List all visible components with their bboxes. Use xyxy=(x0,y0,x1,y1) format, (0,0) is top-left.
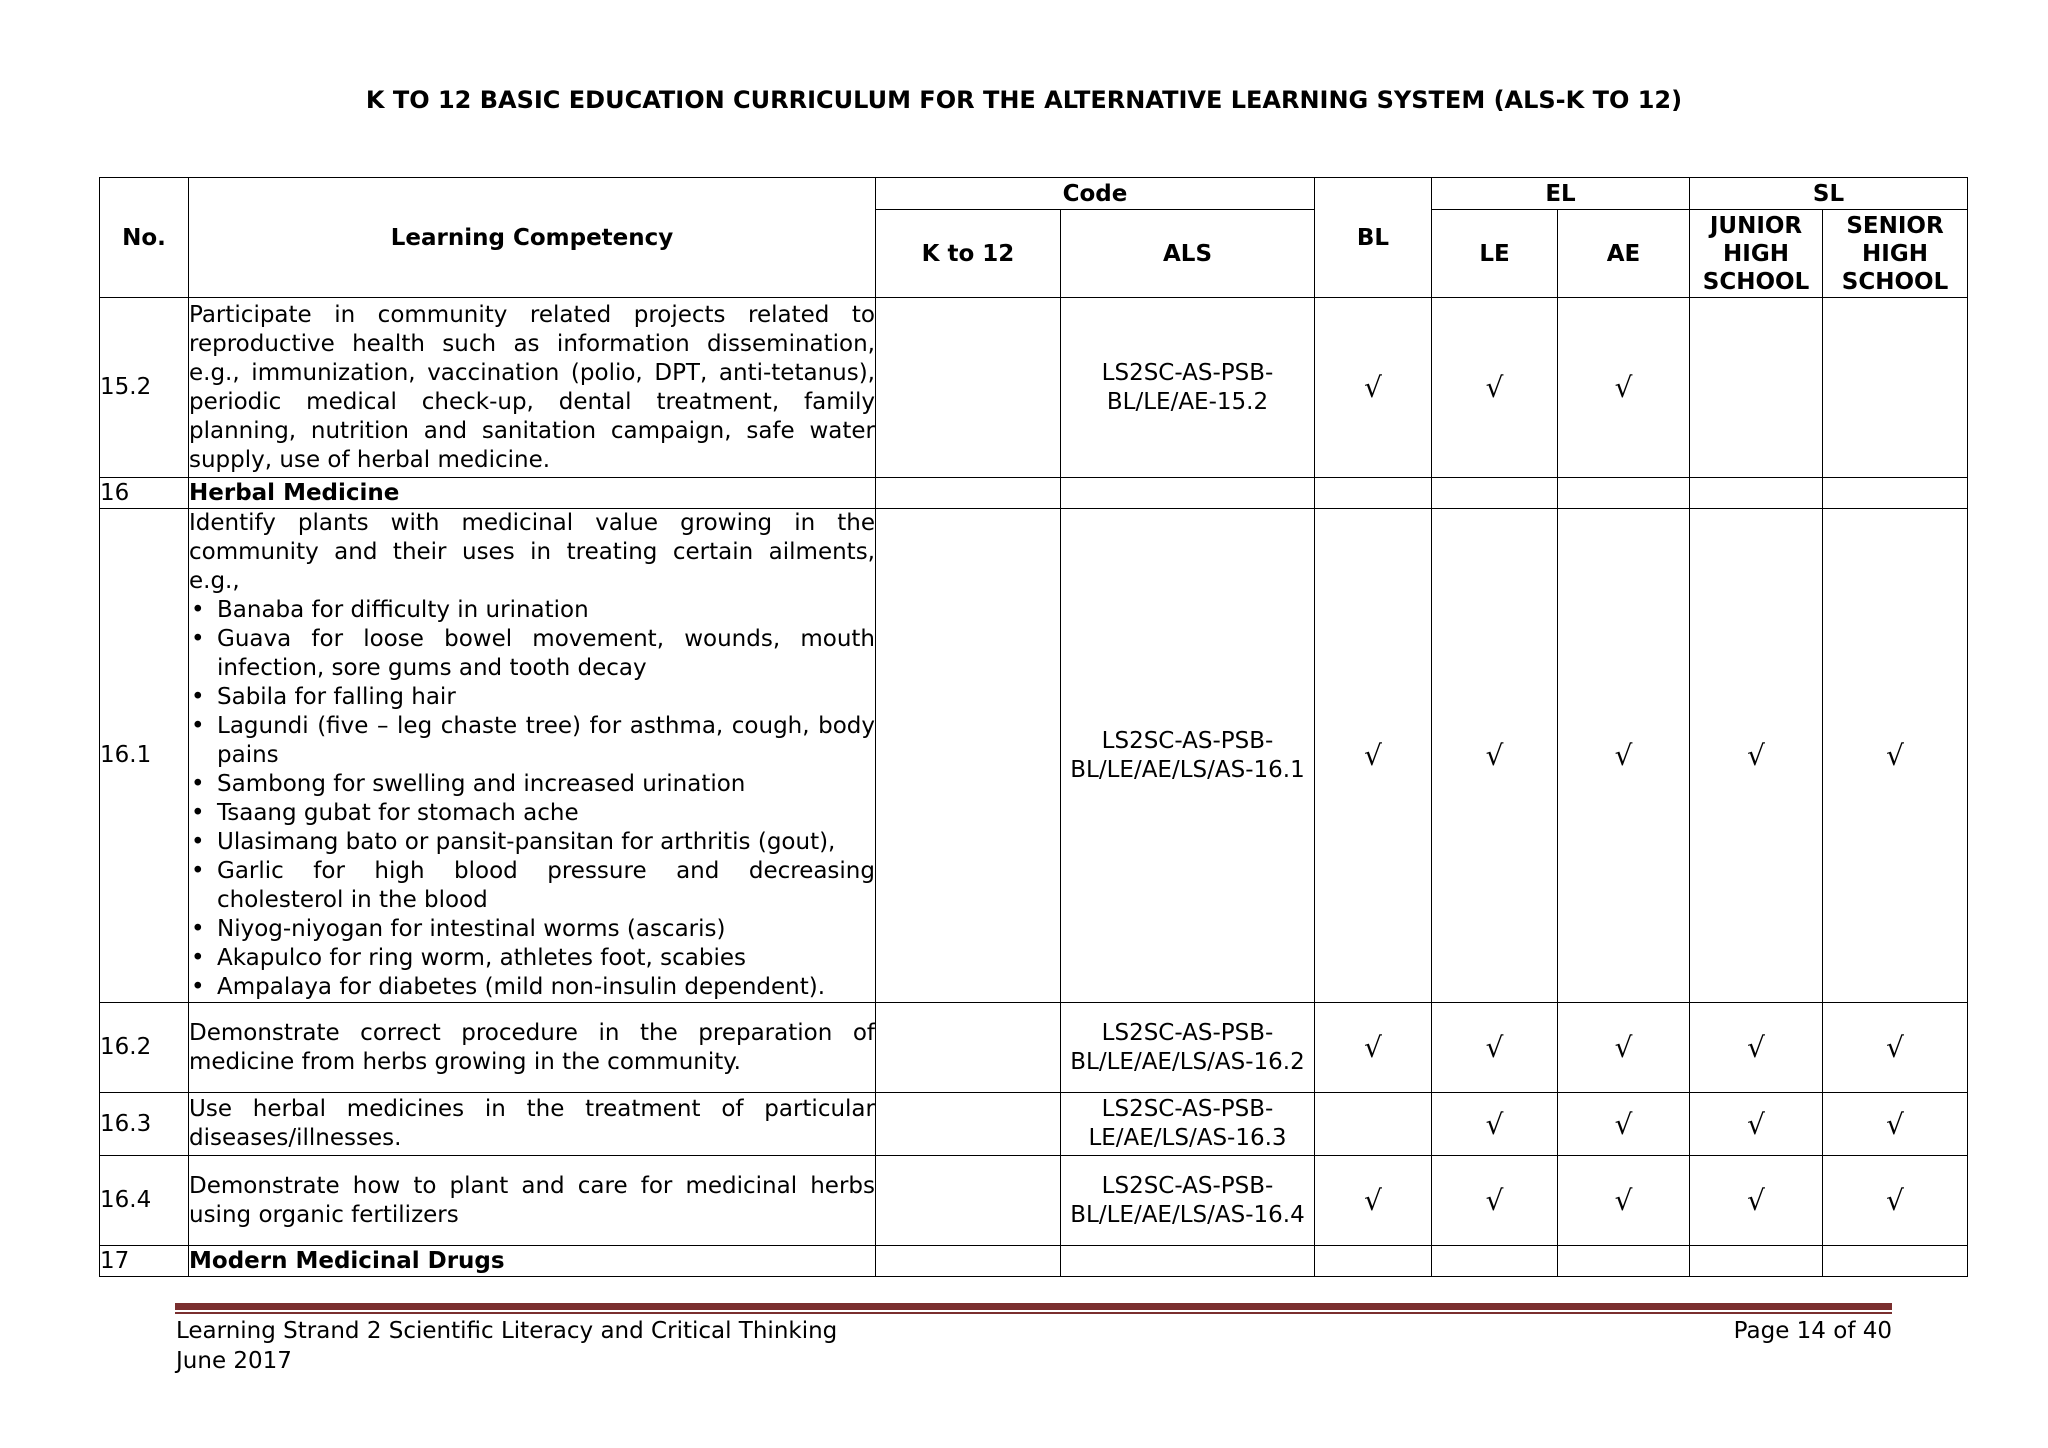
check-bl xyxy=(1315,1093,1432,1156)
check-shs: √ xyxy=(1823,509,1968,1003)
document-title: K TO 12 BASIC EDUCATION CURRICULUM FOR THE ALTERNATIVE LEARNING SYSTEM (ALS-K TO 12) xyxy=(365,86,1683,114)
footer-left xyxy=(176,1316,837,1376)
competency-text xyxy=(189,509,876,1003)
als-code: LS2SC-AS-PSB-BL/LE/AE/LS/AS-16.4 xyxy=(1061,1156,1315,1246)
row-number: 16.4 xyxy=(100,1156,189,1246)
check-ae: √ xyxy=(1558,509,1690,1003)
header-ae: AE xyxy=(1558,210,1690,298)
check-shs: √ xyxy=(1823,1156,1968,1246)
empty-cell xyxy=(1690,1246,1823,1277)
row-number: 16.1 xyxy=(100,509,189,1003)
list-item: • Banaba for difficulty in urination xyxy=(217,596,875,625)
check-le: √ xyxy=(1432,1003,1558,1093)
section-heading: Herbal Medicine xyxy=(189,478,876,509)
empty-cell xyxy=(1823,478,1968,509)
table-row xyxy=(100,1003,1968,1093)
als-code: LS2SC-AS-PSB-LE/AE/LS/AS-16.3 xyxy=(1061,1093,1315,1156)
list-item: • Lagundi (five – leg chaste tree) for asthma, cough, body pains xyxy=(217,712,875,770)
row-number: 16.2 xyxy=(100,1003,189,1093)
check-ae: √ xyxy=(1558,1003,1690,1093)
footer-strand: Learning Strand 2 Scientific Literacy and Critical Thinking xyxy=(176,1318,838,1344)
competency-text: Demonstrate how to plant and care for medicinal herbs using organic fertilizers xyxy=(189,1156,876,1246)
header-le: LE xyxy=(1432,210,1558,298)
check-jhs xyxy=(1690,298,1823,478)
section-heading: Modern Medicinal Drugs xyxy=(189,1246,876,1277)
check-jhs: √ xyxy=(1690,509,1823,1003)
empty-cell xyxy=(1432,1246,1558,1277)
empty-cell xyxy=(1823,1246,1968,1277)
table-row xyxy=(100,298,1968,478)
footer-date: June 2017 xyxy=(176,1348,292,1374)
check-bl: √ xyxy=(1315,1003,1432,1093)
k12-code-cell xyxy=(876,509,1061,1003)
header-no: No. xyxy=(100,178,189,298)
empty-cell xyxy=(1558,478,1690,509)
check-jhs: √ xyxy=(1690,1156,1823,1246)
header-k-to-12: K to 12 xyxy=(876,210,1061,298)
competency-text: Demonstrate correct procedure in the preparation of medicine from herbs growing in the community. xyxy=(189,1003,876,1093)
list-item: • Akapulco for ring worm, athletes foot, scabies xyxy=(217,944,875,973)
check-le: √ xyxy=(1432,1156,1558,1246)
row-number: 16.3 xyxy=(100,1093,189,1156)
header-el: EL xyxy=(1432,178,1690,210)
check-bl: √ xyxy=(1315,1156,1432,1246)
check-le: √ xyxy=(1432,509,1558,1003)
header-als: ALS xyxy=(1061,210,1315,298)
check-shs xyxy=(1823,298,1968,478)
check-jhs: √ xyxy=(1690,1093,1823,1156)
table-row xyxy=(100,1093,1968,1156)
check-ae: √ xyxy=(1558,1156,1690,1246)
list-item: • Niyog-niyogan for intestinal worms (ascaris) xyxy=(217,915,875,944)
table-row xyxy=(100,509,1968,1003)
als-code: LS2SC-AS-PSB-BL/LE/AE-15.2 xyxy=(1061,298,1315,478)
header-sl: SL xyxy=(1690,178,1968,210)
header-senior-high-school: SENIOR HIGH SCHOOL xyxy=(1823,210,1968,298)
k12-code-cell xyxy=(876,1003,1061,1093)
list-item: • Ulasimang bato or pansit-pansitan for arthritis (gout), xyxy=(217,828,875,857)
list-item: • Guava for loose bowel movement, wounds, mouth infection, sore gums and tooth decay xyxy=(217,625,875,683)
k12-code-cell xyxy=(876,1156,1061,1246)
list-item: • Sambong for swelling and increased urination xyxy=(217,770,875,799)
als-code: LS2SC-AS-PSB-BL/LE/AE/LS/AS-16.1 xyxy=(1061,509,1315,1003)
check-ae: √ xyxy=(1558,298,1690,478)
table-row xyxy=(100,478,1968,509)
table-row xyxy=(100,1246,1968,1277)
competency-intro: Identify plants with medicinal value growing in the community and their uses in treating certain ailments, e.g., xyxy=(189,510,875,594)
competency-text: Participate in community related projects related to reproductive health such as information dissemination, e.g., immunization, vaccination (polio, DPT, anti-tetanus), periodic medical check-up, dental treatment, family planning, nutrition and sanitation campaign, safe water supply, use of herbal medicine. xyxy=(189,298,876,478)
k12-code-cell xyxy=(876,1093,1061,1156)
check-shs: √ xyxy=(1823,1003,1968,1093)
list-item: • Ampalaya for diabetes (mild non-insulin dependent). xyxy=(217,973,875,1002)
empty-cell xyxy=(1061,478,1315,509)
check-bl: √ xyxy=(1315,509,1432,1003)
plant-list xyxy=(189,596,875,1002)
check-jhs: √ xyxy=(1690,1003,1823,1093)
header-bl: BL xyxy=(1315,178,1432,298)
list-item: • Sabila for falling hair xyxy=(217,683,875,712)
empty-cell xyxy=(1558,1246,1690,1277)
list-item: • Garlic for high blood pressure and decreasing cholesterol in the blood xyxy=(217,857,875,915)
check-le: √ xyxy=(1432,298,1558,478)
empty-cell xyxy=(1315,1246,1432,1277)
empty-cell xyxy=(1315,478,1432,509)
row-number: 15.2 xyxy=(100,298,189,478)
header-code: Code xyxy=(876,178,1315,210)
check-bl: √ xyxy=(1315,298,1432,478)
empty-cell xyxy=(876,1246,1061,1277)
empty-cell xyxy=(876,478,1061,509)
table-row xyxy=(100,1156,1968,1246)
page-number: Page 14 of 40 xyxy=(1733,1318,1892,1344)
check-ae: √ xyxy=(1558,1093,1690,1156)
header-learning-competency: Learning Competency xyxy=(189,178,876,298)
curriculum-table xyxy=(99,177,1968,1277)
empty-cell xyxy=(1690,478,1823,509)
footer-divider-thin xyxy=(175,1312,1892,1314)
check-le: √ xyxy=(1432,1093,1558,1156)
header-junior-high-school: JUNIOR HIGH SCHOOL xyxy=(1690,210,1823,298)
row-number: 17 xyxy=(100,1246,189,1277)
list-item: • Tsaang gubat for stomach ache xyxy=(217,799,875,828)
k12-code-cell xyxy=(876,298,1061,478)
als-code: LS2SC-AS-PSB-BL/LE/AE/LS/AS-16.2 xyxy=(1061,1003,1315,1093)
row-number: 16 xyxy=(100,478,189,509)
empty-cell xyxy=(1061,1246,1315,1277)
footer-divider xyxy=(175,1303,1892,1310)
empty-cell xyxy=(1432,478,1558,509)
check-shs: √ xyxy=(1823,1093,1968,1156)
competency-text: Use herbal medicines in the treatment of particular diseases/illnesses. xyxy=(189,1093,876,1156)
